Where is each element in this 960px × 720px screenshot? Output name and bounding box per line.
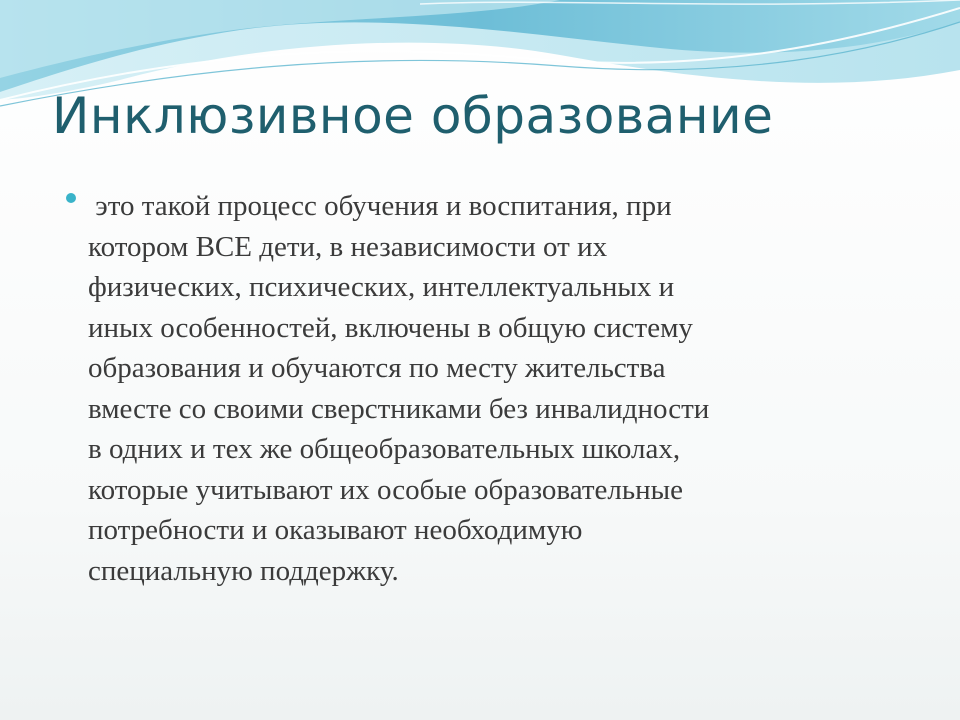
bullet-list — [66, 186, 906, 591]
bullet-text: это такой процесс обучения и воспитания, при котором ВСЕ дети, в независимости от их физических, психических, интеллектуальных и иных особенностей, включены в общую систему образования и обучаются по месту жительства вместе со своими сверстниками без инвалидности в одних и тех же общеобразовательных школах, которые учитывают их особые образовательные потребности и оказывают необходимую специальную поддержку. — [88, 190, 710, 587]
bullet-dot-icon — [66, 193, 76, 203]
bullet-item — [66, 186, 906, 591]
slide-title: Инклюзивное образование — [52, 87, 774, 145]
